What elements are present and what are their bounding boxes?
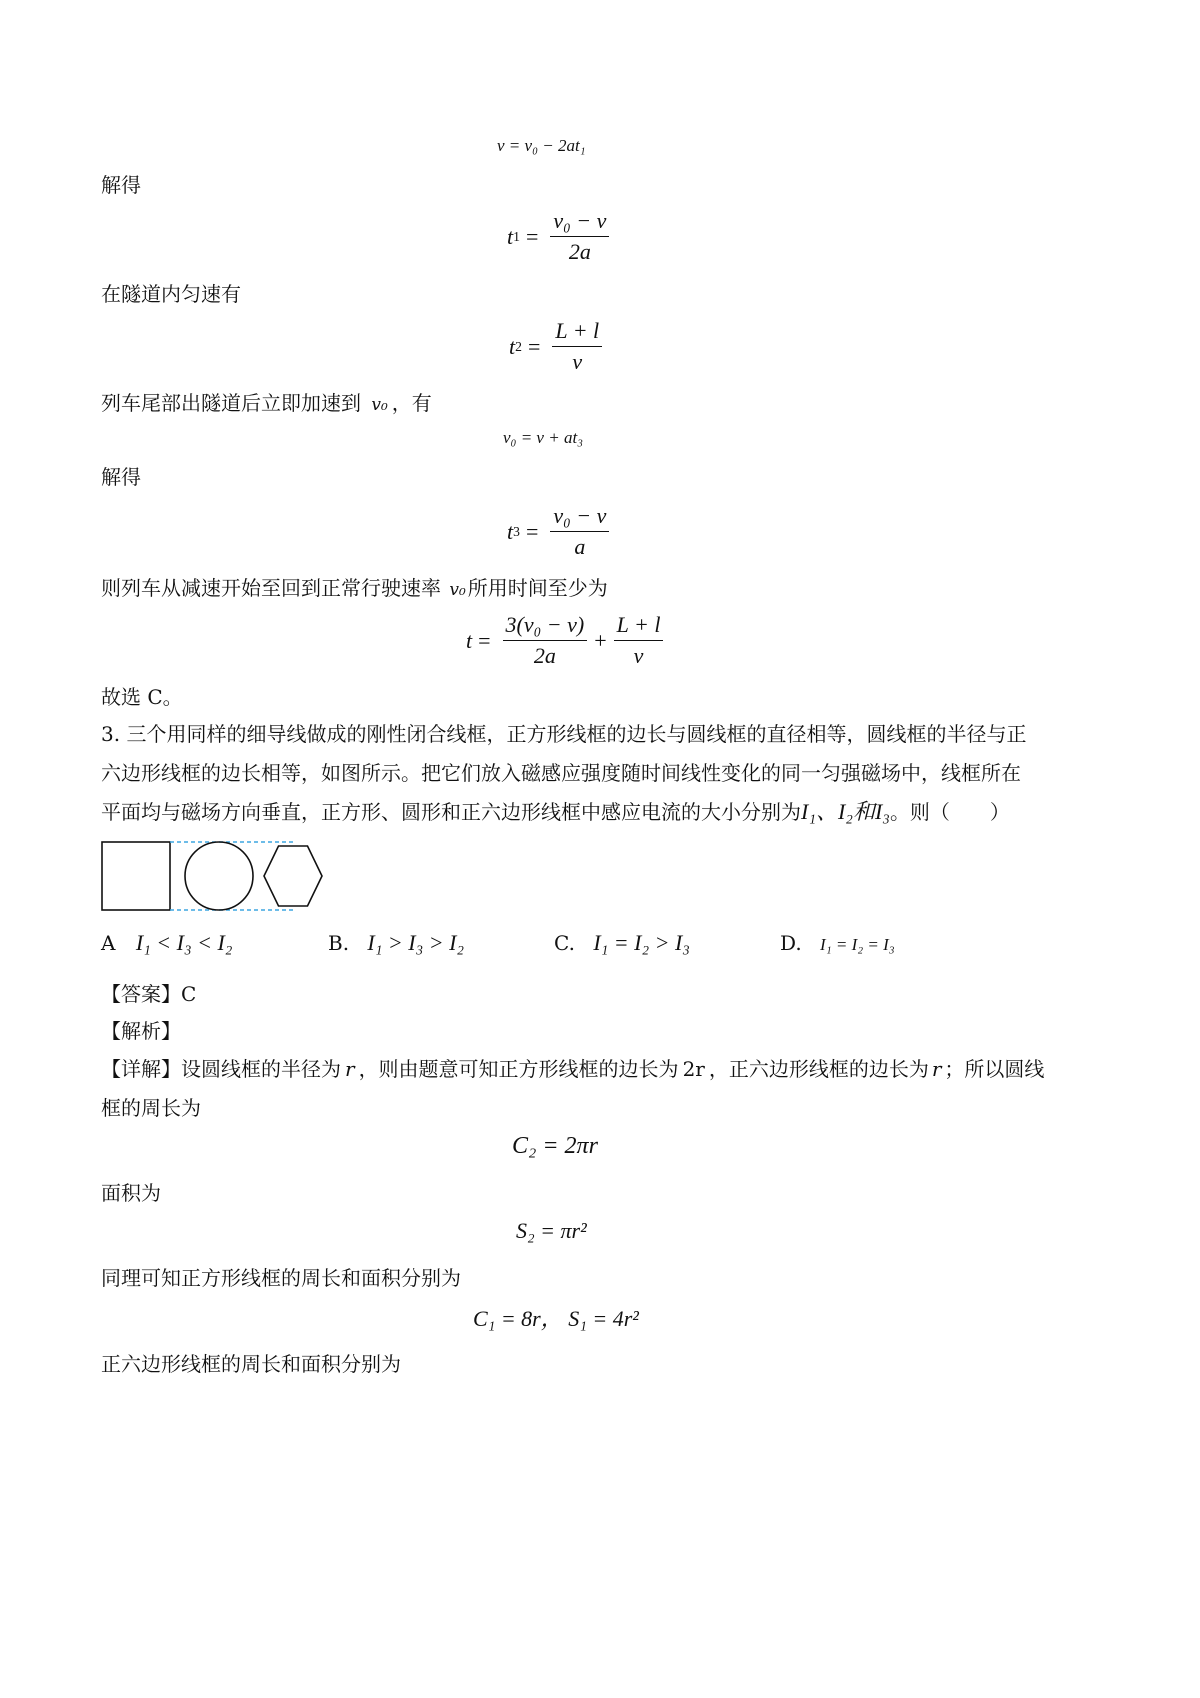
hexagon-loop [264,846,322,906]
eq-t-lhs: t [466,627,473,653]
square-loop [102,842,170,910]
option-c-label: C. [554,931,575,955]
q3-line-3-vars: I₁、I₂和I₃ [801,799,890,824]
option-c[interactable] [554,930,690,956]
text-total-a: 则列车从减速开始至回到正常行驶速率 [101,576,441,600]
text-accel [101,390,432,418]
q3-line-1: 3. 三个用同样的细导线做成的刚性闭合线框，正方形线框的边长与圆线框的直径相等，圆线框的半径与正 [101,722,1027,746]
option-d[interactable] [780,930,895,958]
equation-t2: t 2 = $\frac{L + l}{v}$ [509,318,608,375]
text-total-b: 所用时间至少为 [467,576,608,600]
circle-loop [185,842,253,910]
detail-r2: r [931,1057,942,1081]
equation-t1: t 1 = $\frac{\text{v₀ − v}}{2a}$ [507,208,615,265]
detail-1a: 【详解】设圆线框的半径为 [101,1057,341,1081]
equation-c2: C₂ = 2πr [512,1133,598,1159]
equation-c1-s1: C₁ = 8r， S₁ = 4r² [473,1306,639,1331]
equation-s2: S₂ = πr² [516,1218,587,1243]
option-d-label: D. [780,931,802,955]
text-hex: 正六边形线框的周长和面积分别为 [101,1352,401,1376]
detail-2r: 2r [682,1057,705,1081]
text-same: 同理可知正方形线框的周长和面积分别为 [101,1266,461,1290]
option-a[interactable] [101,930,232,956]
equation-t3: t 3 = $\frac{\text{v₀ − v}}{a}$ [507,503,615,560]
eq-t2-den: v [572,349,583,374]
q3-line-3-end: 。则（ ） [889,800,1010,824]
eq-t-num2: L + l [614,612,664,641]
eq-t1-den: 2a [568,239,591,264]
detail-r: r [345,1057,355,1081]
eq-t-num1: 3(v₀ − v) [503,612,588,641]
option-a-label: A [101,931,116,955]
eq-t3-num: v₀ − v [550,503,609,532]
option-b-expr: I₁ > I₃ > I₂ [367,930,465,955]
analysis-heading: 【解析】 [101,1019,181,1043]
text-area: 面积为 [101,1181,161,1205]
equation-v: v = v₀ − 2at₁ [497,136,586,155]
eq-t3-lhs: t [507,518,514,544]
eq-t-den2: v [633,643,644,668]
detail-line-2: 框的周长为 [101,1096,201,1120]
detail-1c: ，正六边形线框的边长为 [708,1057,929,1081]
text-accel-a: 列车尾部出隧道后立即加速到 [101,391,361,415]
eq-t2-lhs: t [509,333,516,359]
option-d-expr: I₁ = I₂ = I₃ [820,935,895,954]
eq-t2-num: L + l [552,318,602,347]
eq-t-den1: 2a [533,643,556,668]
text-total-var: v₀ [449,580,466,600]
equation-t-total: t = $\frac{\text{3(v₀ − v)}}{2a}$ + $\frac{L + l}{v}$ [466,612,669,669]
text-accel-b: ，有 [391,391,432,415]
equation-v0: v₀ = v + at₃ [503,428,584,447]
text-jiede-1: 解得 [101,173,141,197]
eq-t1-lhs: t [507,223,514,249]
option-a-expr: I₁ < I₃ < I₂ [135,930,233,955]
q3-line-2: 六边形线框的边长相等，如图所示。把它们放入磁感应强度随时间线性变化的同一匀强磁场中，线框所在 [101,761,1021,785]
text-total [101,575,608,603]
option-b[interactable] [328,930,464,956]
option-c-expr: I₁ = I₂ > I₃ [593,930,690,955]
q3-line-3 [101,799,1010,825]
option-b-label: B. [328,931,350,955]
loops-figure [100,840,330,912]
answer-line: 【答案】C [101,982,197,1006]
text-accel-var: v₀ [371,395,388,415]
eq-t2-sub: 2 [515,338,522,354]
detail-1b: ，则由题意可知正方形线框的边长为 [358,1057,679,1081]
eq-t1-num: v₀ − v [550,208,609,237]
eq-t3-den: a [574,534,586,559]
text-choose-c: 故选 C。 [101,685,183,709]
detail-line-1 [101,1056,1044,1082]
text-jiede-2: 解得 [101,465,141,489]
text-tunnel: 在隧道内匀速有 [101,282,241,306]
detail-1d: ；所以圆线 [944,1057,1045,1081]
q3-line-3-text: 平面均与磁场方向垂直，正方形、圆形和正六边形线框中感应电流的大小分别为 [101,800,801,824]
eq-t3-sub: 3 [513,523,520,539]
eq-t1-sub: 1 [513,228,520,244]
